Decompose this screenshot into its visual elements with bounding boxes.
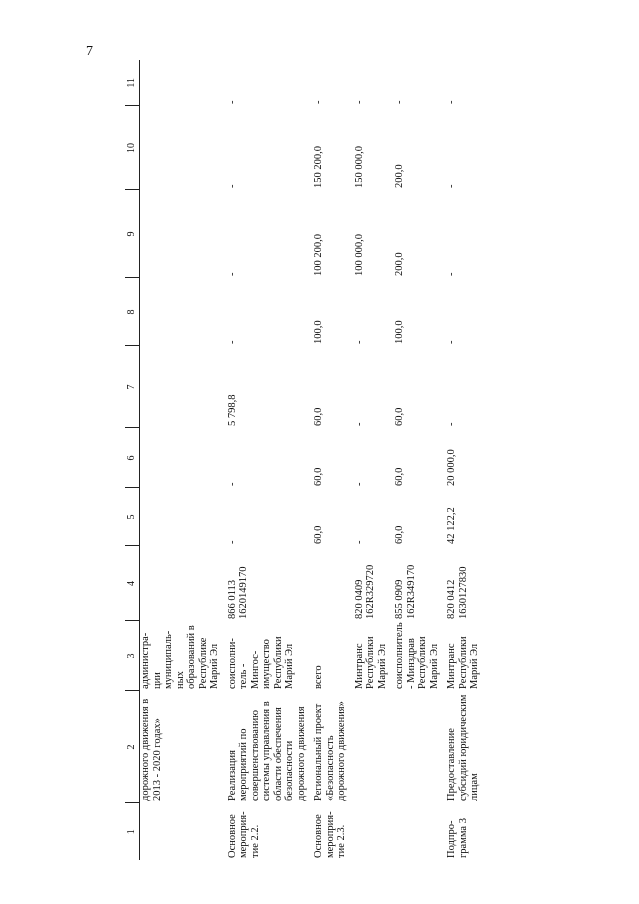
table-cell-c11: - (446, 100, 457, 104)
table-cell-c2: дорожного движения в 2013 - 2020 годах» (140, 698, 163, 801)
table-cell-c10 (140, 106, 221, 190)
header-cell: 6 (125, 428, 140, 488)
table-cell-c10: - (446, 184, 457, 188)
table-cell-c9: - (446, 272, 457, 276)
table-cell-c4: 820 0412 1630127830 (446, 566, 469, 619)
table-cell-c4 (313, 546, 348, 621)
header-cell: 5 (125, 488, 140, 546)
page-number: 7 (86, 44, 93, 59)
table-cell-c9: 100 000,0 (353, 234, 365, 276)
table-cell-c6 (140, 428, 221, 488)
table-cell-c3: Минтранс Республики Марий Эл (446, 636, 480, 689)
table-cell-c3: соисполнитель - Минздрав Республики Марий Эл (394, 622, 440, 689)
table-cell-c2 (354, 691, 389, 803)
header-cell: 1 (125, 803, 140, 860)
table-cell-c8: - (226, 340, 238, 344)
header-cell: 10 (125, 106, 140, 190)
table-cell-c7: 5 798,8 (226, 394, 238, 426)
table-cell-c7: - (353, 422, 365, 426)
table-cell-c2: Реализация мероприятий по совершенствованию системы управления в области обеспечения безопасности дорожного движения (226, 701, 307, 801)
table-cell-c10: - (226, 184, 238, 188)
table-cell-c1: Подпро-грамма 3 (446, 818, 469, 858)
table-cell-c7: 60,0 (313, 407, 324, 426)
table-body (140, 60, 481, 860)
table-cell-c4: 855 0909 162R349170 (394, 564, 417, 619)
table-cell-c4: 820 0409 162R329720 (353, 564, 376, 619)
table-cell-c9 (140, 190, 221, 278)
table-cell-c11: - (226, 100, 238, 104)
table-cell-c7: - (446, 422, 457, 426)
table-cell-c1 (354, 803, 389, 860)
table-cell-c1: Основное мероприя-тие 2.2. (226, 811, 261, 858)
table-cell-c8 (140, 278, 221, 346)
table-cell-c6: 20 000,0 (446, 449, 457, 486)
table-cell-c11: - (353, 100, 365, 104)
table-cell-c8: 100,0 (394, 320, 405, 344)
table-cell-c10: 150 000,0 (353, 146, 365, 188)
table-cell-c9: 100 200,0 (313, 234, 324, 276)
table-cell-c5: - (226, 540, 238, 544)
table-cell-c1 (140, 803, 221, 860)
header-cell: 3 (125, 621, 140, 691)
header-cell: 8 (125, 278, 140, 346)
table-cell-c6: - (353, 482, 365, 486)
table-cell-c10: 150 200,0 (313, 146, 324, 188)
header-cell: 7 (125, 346, 140, 428)
table-cell-c9: - (226, 272, 238, 276)
table-cell-c3: администра-ции муниципаль-ных образований в Республике Марий Эл (140, 625, 220, 689)
table-cell-c5: 60,0 (394, 525, 405, 544)
table-cell-c11: - (394, 100, 405, 104)
table-cell-c7: 60,0 (394, 407, 405, 426)
table-cell-c1 (394, 803, 440, 860)
table-cell-c5 (140, 488, 221, 546)
table-cell-c4: 866 0113 1620149170 (226, 566, 249, 619)
table-row (354, 60, 389, 860)
table-row (140, 60, 221, 860)
table-cell-c5: 42 122,2 (446, 507, 457, 544)
table-cell-c11: - (313, 100, 324, 104)
table-cell-c1: Основное мероприя-тие 2.3. (313, 811, 347, 858)
table-cell-c9: 200,0 (394, 252, 405, 276)
table-cell-c8: - (353, 340, 365, 344)
header-cell: 4 (125, 546, 140, 621)
table-cell-c4 (140, 546, 221, 621)
table-row (394, 60, 440, 860)
table-cell-c8: 100,0 (313, 320, 324, 344)
table-cell-c7 (140, 346, 221, 428)
table-cell-c6: - (226, 482, 238, 486)
table-cell-c2: Региональный проект «Безопасность дорожного движения» (313, 701, 347, 801)
table-cell-c2: Предоставление субсидий юридическим лицам (446, 694, 480, 801)
header-cell: 11 (125, 60, 140, 106)
table-row (313, 60, 348, 860)
table-row (446, 60, 481, 860)
table-cell-c6: 60,0 (394, 467, 405, 486)
table-cell-c3: всего (313, 665, 324, 689)
header-cell: 9 (125, 190, 140, 278)
table-cell-c3: соисполни-тель - Мингос-имущество Республики Марий Эл (226, 636, 295, 689)
header-row (125, 60, 140, 860)
table-cell-c8: - (446, 340, 457, 344)
table-cell-c2 (394, 691, 440, 803)
table-cell-c5: - (353, 540, 365, 544)
table-cell-c11 (140, 60, 221, 106)
table-cell-c3: Минтранс Республики Марий Эл (353, 636, 388, 689)
header-cell: 2 (125, 691, 140, 803)
table-cell-c10: 200,0 (394, 164, 405, 188)
table-row (227, 60, 308, 860)
table-cell-c5: 60,0 (313, 525, 324, 544)
budget-table (125, 60, 481, 860)
rotated-table-container (125, 60, 639, 860)
table-cell-c6: 60,0 (313, 467, 324, 486)
